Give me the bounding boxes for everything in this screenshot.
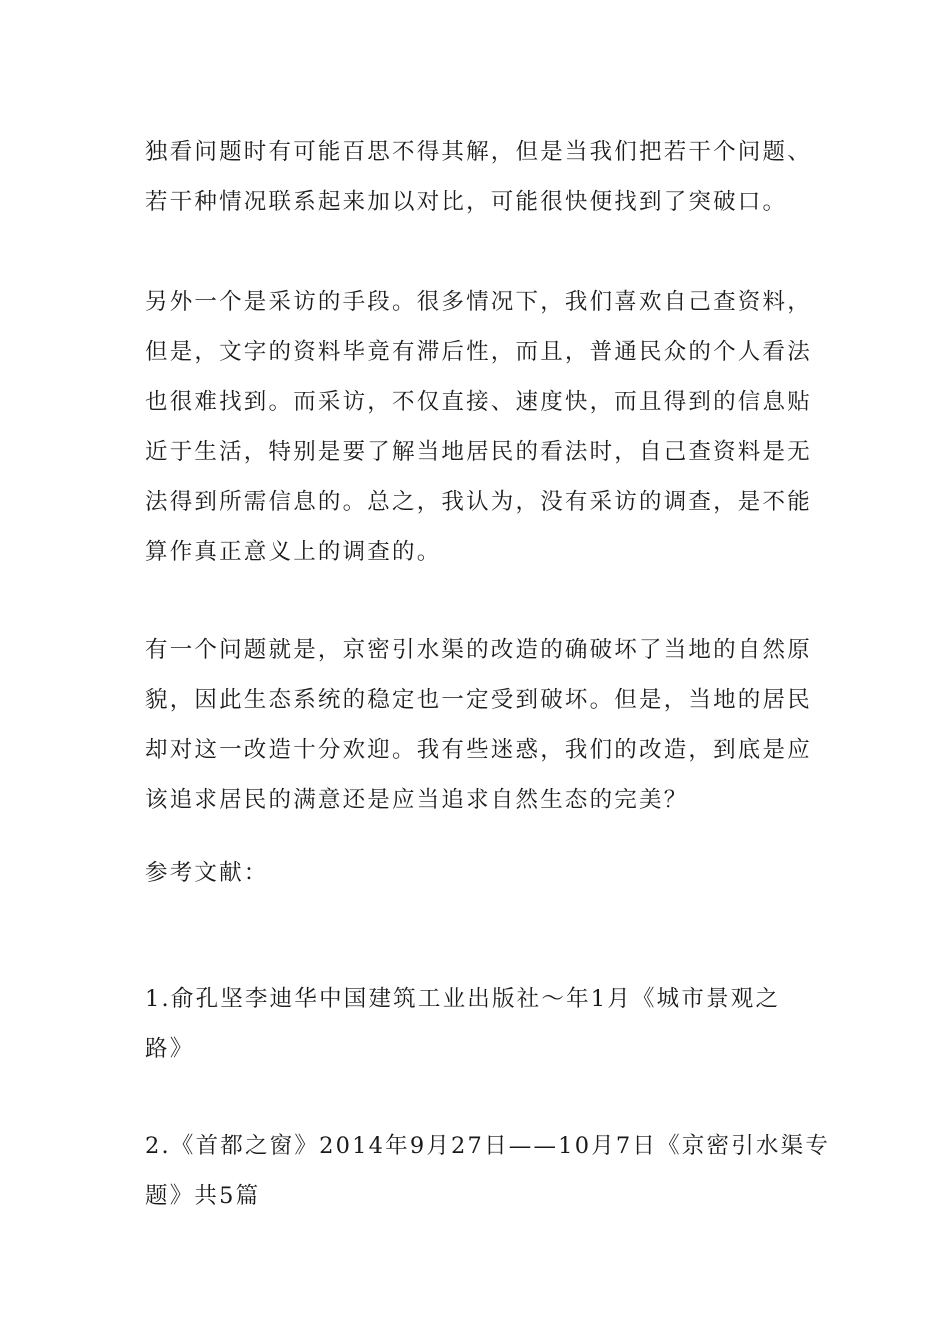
references-heading (145, 848, 810, 898)
paragraph-line: 法得到所需信息的。总之，我认为，没有采访的调查，是不能 (145, 489, 812, 515)
reference-item-1 (145, 974, 810, 1074)
paragraph-comparison (145, 127, 810, 227)
reference-line: 1.俞孔坚李迪华中国建筑工业出版社～年1月《城市景观之 (145, 986, 781, 1012)
paragraph-line: 近于生活，特别是要了解当地居民的看法时，自己查资料是无 (145, 439, 812, 465)
paragraph-question (145, 625, 810, 825)
reference-line: 题》共5篇 (145, 1183, 261, 1209)
paragraph-line: 但是，文字的资料毕竟有滞后性，而且，普通民众的个人看法 (145, 339, 812, 365)
paragraph-line: 有一个问题就是，京密引水渠的改造的确破坏了当地的自然原 (145, 637, 812, 663)
paragraph-line: 若干种情况联系起来加以对比，可能很快便找到了突破口。 (145, 189, 788, 215)
references-title: 参考文献： (145, 860, 269, 886)
paragraph-line: 独看问题时有可能百思不得其解，但是当我们把若干个问题、 (145, 139, 812, 165)
reference-item-2 (145, 1121, 831, 1221)
paragraph-interview (145, 277, 810, 577)
paragraph-line: 算作真正意义上的调查的。 (145, 539, 442, 565)
reference-line: 路》 (145, 1036, 195, 1062)
paragraph-line: 该追求居民的满意还是应当追求自然生态的完美？ (145, 787, 689, 813)
paragraph-line: 也很难找到。而采访，不仅直接、速度快，而且得到的信息贴 (145, 389, 812, 415)
paragraph-line: 却对这一改造十分欢迎。我有些迷惑，我们的改造，到底是应 (145, 737, 812, 763)
reference-line: 2.《首都之窗》2014年9月27日——10月7日《京密引水渠专 (145, 1133, 831, 1159)
paragraph-line: 另外一个是采访的手段。很多情况下，我们喜欢自己查资料， (145, 289, 812, 315)
paragraph-line: 貌，因此生态系统的稳定也一定受到破坏。但是，当地的居民 (145, 687, 812, 713)
